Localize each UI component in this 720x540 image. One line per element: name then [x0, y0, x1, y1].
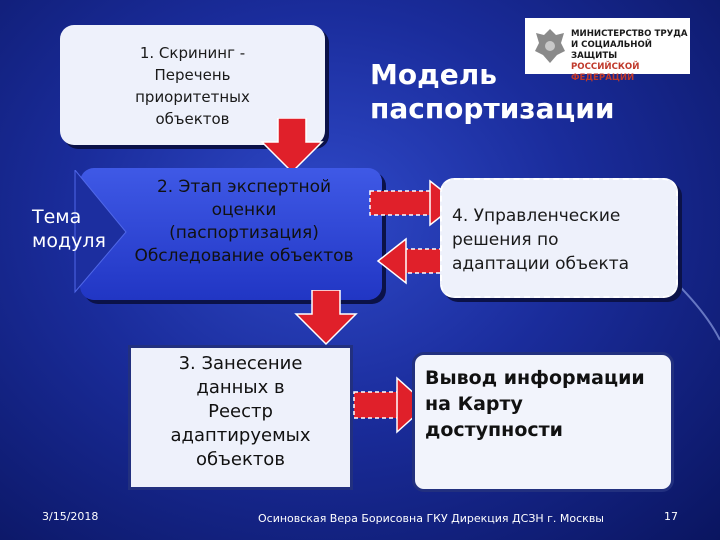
screening-line-3: приоритетных: [135, 88, 250, 106]
footer-author: Осиновская Вера Борисовна ГКУ Дирекция ДСЗН г. Москвы: [258, 512, 604, 525]
map-output-line-2: на Карту: [425, 393, 523, 415]
decisions-line-3: адаптации объекта: [452, 254, 630, 274]
expert-assessment-text: [110, 176, 378, 268]
decisions-line-1: 4. Управленческие: [452, 206, 621, 226]
registry-line-3: Реестр: [208, 401, 273, 422]
management-decisions-box: [440, 178, 678, 298]
expert-line-4: Обследование объектов: [134, 246, 354, 266]
registry-box: [128, 345, 353, 490]
ministry-logo: [525, 18, 690, 83]
slide-title-line-2: паспортизации: [370, 92, 615, 125]
registry-line-2: данных в: [196, 377, 285, 398]
registry-line-4: адаптируемых: [170, 425, 311, 446]
coat-of-arms-icon: [533, 27, 567, 65]
screening-line-1: 1. Скрининг -: [139, 44, 246, 62]
module-label-line-2: модуля: [32, 230, 106, 252]
expert-line-3: (паспортизация): [169, 223, 319, 243]
logo-line-1: МИНИСТЕРСТВО ТРУДА: [571, 29, 688, 39]
logo-line-2: И СОЦИАЛЬНОЙ ЗАЩИТЫ: [571, 40, 652, 61]
registry-line-1: 3. Занесение: [178, 353, 303, 374]
arrow-down-2: [292, 290, 362, 350]
map-output-box: [412, 352, 674, 492]
screening-line-2: Перечень: [154, 66, 231, 84]
slide-title-line-1: Модель: [370, 58, 497, 91]
decisions-line-2: решения по: [452, 230, 559, 250]
screening-line-4: объектов: [155, 110, 230, 128]
footer-page-number: 17: [664, 510, 678, 523]
module-label-line-1: Тема: [32, 206, 82, 228]
registry-line-5: объектов: [196, 449, 285, 470]
expert-line-1: 2. Этап экспертной: [156, 177, 332, 197]
map-output-line-1: Вывод информации: [425, 367, 645, 389]
expert-line-2: оценки: [211, 200, 277, 220]
map-output-line-3: доступности: [425, 419, 563, 441]
footer-date: 3/15/2018: [42, 510, 99, 523]
logo-line-3: РОССИЙСКОЙ ФЕДЕРАЦИИ: [571, 62, 640, 83]
module-label: [32, 205, 106, 253]
